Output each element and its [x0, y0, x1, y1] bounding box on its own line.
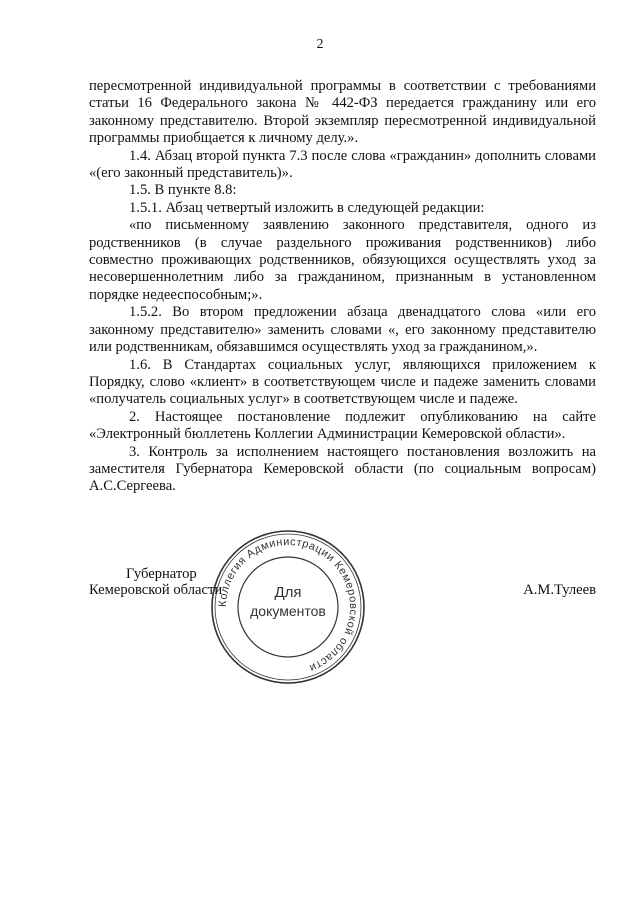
paragraph: «по письменному заявлению законного представителя, одного из родственников (в случае раздельного проживания родственников) либо совместно проживающих родственников, обязующихся осуществлять уход за несовершеннолетним либо за гражданином, признанным в установленном порядке недееспособным;».	[89, 217, 596, 303]
paragraph: 3. Контроль за исполнением настоящего постановления возложить на заместителя Губернатора Кемеровской области (по социальным вопросам) А.С.Сергеева.	[89, 443, 596, 495]
paragraph: 1.6. В Стандартах социальных услуг, являющихся приложением к Порядку, слово «клиент» в соответствующем числе и падеже заменить словами «получатель социальных услуг» в соответствующем числе и падеже.	[89, 356, 596, 408]
paragraph: 1.4. Абзац второй пункта 7.3 после слова «гражданин» дополнить словами «(его законный представитель)».	[89, 147, 596, 182]
signatory-title: Губернатор	[126, 566, 197, 582]
stamp-ring-text: Коллегия Администрации Кемеровской области	[216, 535, 360, 674]
paragraph: 1.5.2. Во втором предложении абзаца двенадцатого слова «или его законному представителю» заменить словами «, его законному представителю или родственникам, обязавшимся осуществлять уход за гражданином,».	[89, 304, 596, 356]
paragraph: пересмотренной индивидуальной программы в соответствии с требованиями статьи 16 Федерального закона № 442-ФЗ передается гражданину или его законному представителю. Второй экземпляр пересмотренной индивидуальной программы приобщается к личному делу.».	[89, 78, 596, 147]
document-body	[89, 78, 596, 496]
stamp-center-line: документов	[250, 603, 326, 619]
signatory-name: А.М.Тулеев	[523, 582, 596, 598]
official-stamp	[208, 527, 368, 687]
page-number: 2	[316, 37, 324, 52]
stamp-center-line: Для	[274, 584, 302, 601]
paragraph: 2. Настоящее постановление подлежит опубликованию на сайте «Электронный бюллетень Коллегии Администрации Кемеровской области».	[89, 408, 596, 443]
paragraph: 1.5.1. Абзац четвертый изложить в следующей редакции:	[129, 199, 485, 216]
stamp-center-text	[246, 584, 330, 630]
signatory-region: Кемеровской области	[89, 582, 223, 598]
paragraph: 1.5. В пункте 8.8:	[129, 182, 237, 199]
